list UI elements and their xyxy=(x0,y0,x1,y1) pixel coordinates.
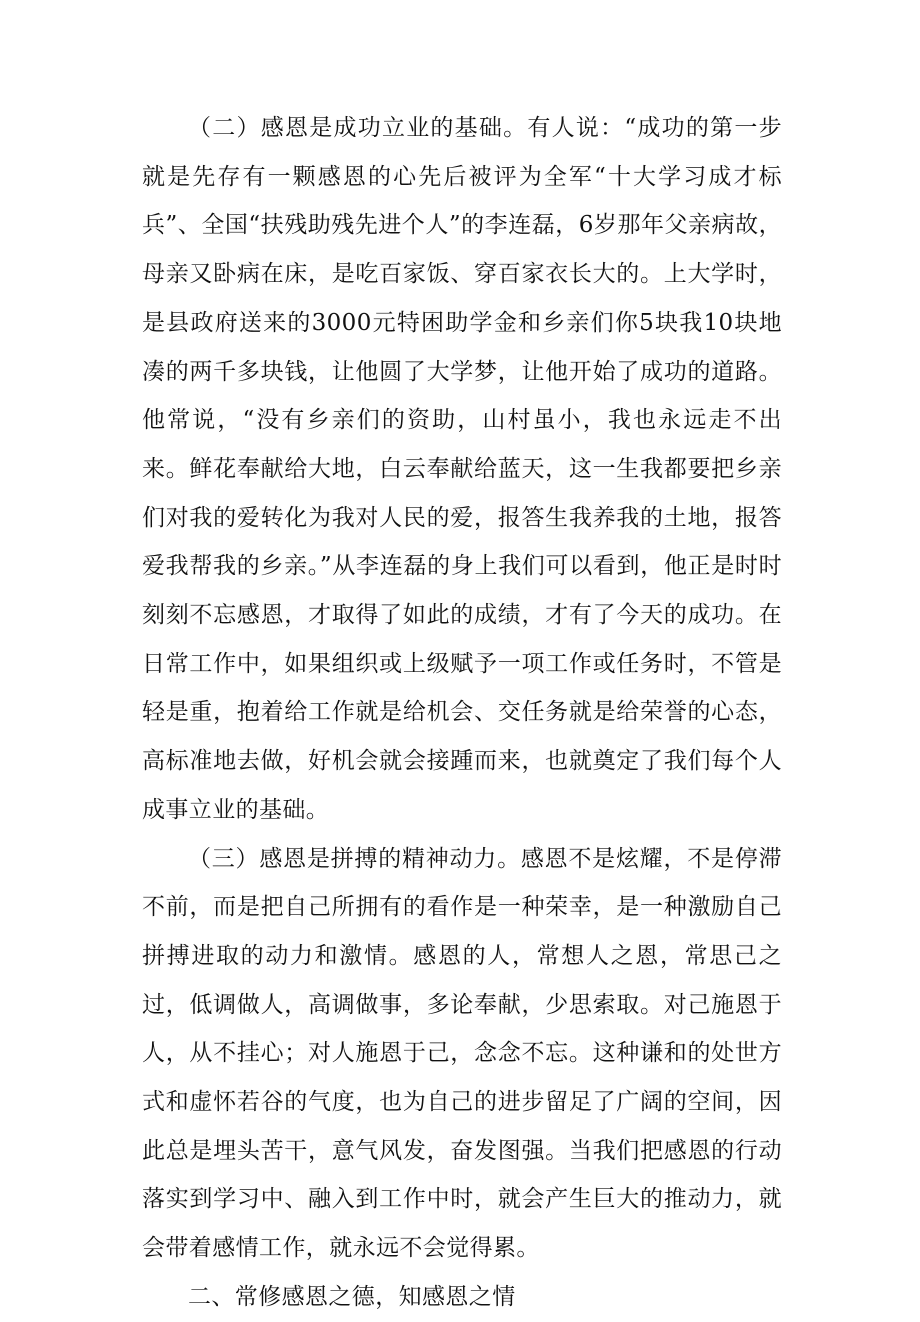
paragraph-gratitude-motivation: （三）感恩是拼搏的精神动力。感恩不是炫耀，不是停滞不前，而是把自己所拥有的看作是一种荣幸，是一种激励自己拼搏进取的动力和激情。感恩的人，常想人之恩，常思己之过，低调做人，高调做事，多论奉献，少思索取。对己施恩于人，从不挂心；对人施恩于己，念念不忘。这种谦和的处世方式和虚怀若谷的气度，也为自己的进步留足了广阔的空间，因此总是埋头苦干，意气风发，奋发图强。当我们把感恩的行动落实到学习中、融入到工作中时，就会产生巨大的推动力，就会带着感情工作，就永远不会觉得累。 xyxy=(142,845,782,1262)
document-body xyxy=(142,104,782,1322)
paragraph-gratitude-foundation: （二）感恩是成功立业的基础。有人说：“成功的第一步就是先存有一颗感恩的心先后被评为全军“十大学习成才标兵”、全国“扶残助残先进个人”的李连磊，6岁那年父亲病故，母亲又卧病在床，是吃百家饭、穿百家衣长大的。上大学时，是县政府送来的3000元特困助学金和乡亲们你5块我10块地凑的两千多块钱，让他圆了大学梦，让他开始了成功的道路。他常说，“没有乡亲们的资助，山村虽小，我也永远走不出来。鲜花奉献给大地，白云奉献给蓝天，这一生我都要把乡亲们对我的爱转化为我对人民的爱，报答生我养我的土地，报答爱我帮我的乡亲。”从李连磊的身上我们可以看到，他正是时时刻刻不忘感恩，才取得了如此的成绩，才有了今天的成功。在日常工作中，如果组织或上级赋予一项工作或任务时，不管是轻是重，抱着给工作就是给机会、交任务就是给荣誉的心态，高标准地去做，好机会就会接踵而来，也就奠定了我们每个人成事立业的基础。 xyxy=(142,115,782,823)
section-heading: 二、常修感恩之德，知感恩之情 xyxy=(188,1283,516,1310)
